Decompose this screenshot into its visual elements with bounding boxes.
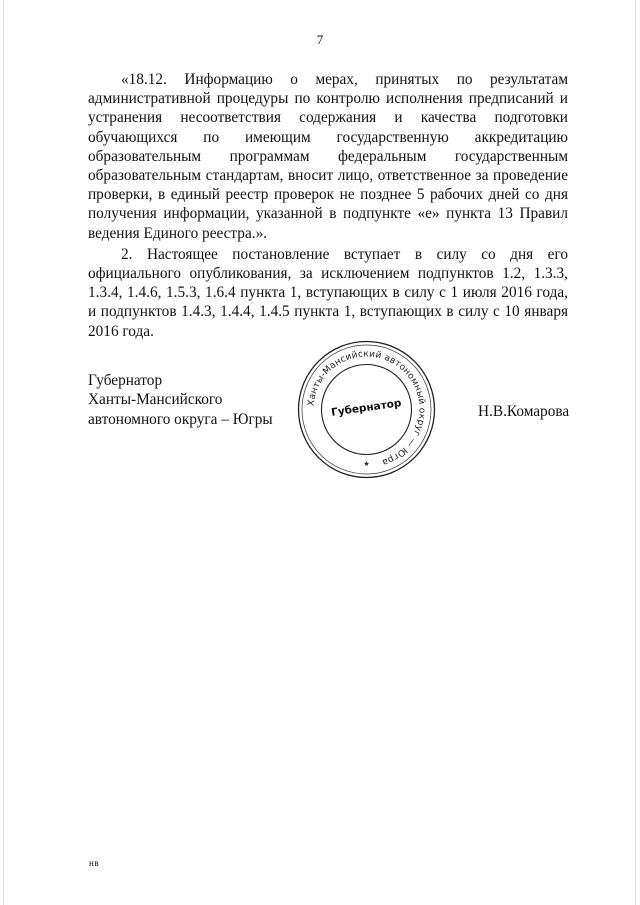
seal-center-text: Губернатор: [330, 397, 403, 419]
footer-code: нв: [89, 858, 100, 868]
document-body: [88, 70, 568, 341]
seal-star-icon: ★: [363, 460, 370, 468]
paragraph-18-12: «18.12. Информацию о мерах, принятых по результатам административной процедуры по контролю исполнения предписаний и устранения несоответствия содержания и качества подготовки обучающихся по имеющим государственную аккредитацию образовательным программам федеральным государственным образовательным стандартам, вносит лицо, ответственное за проведение проверки, в единый реестр проверок не позднее 5 рабочих дней со дня получения информации, указанной в подпункте «е» пункта 13 Правил ведения Единого реестра.».: [88, 71, 568, 242]
signatory-title-line: Ханты-Мансийского: [88, 391, 223, 409]
signatory-title-line: Губернатор: [88, 372, 163, 389]
scan-left-edge: [3, 0, 4, 905]
signer-name: Н.В.Комарова: [478, 403, 570, 420]
governor-seal: [296, 339, 437, 480]
paragraph-effective-date: 2. Настоящее постановление вступает в силу со дня его официального опубликования, за исключением подпунктов 1.2, 1.3.3, 1.3.4, 1.4.6, 1.5.3, 1.6.4 пункта 1, вступающих в силу с 1 июля 2016 года, и подпунктов 1.4.3, 1.4.4, 1.4.5 пункта 1, вступающих в силу с 10 января 2016 года.: [88, 245, 568, 340]
page-number: 7: [316, 32, 324, 47]
scan-right-edge: [635, 0, 636, 905]
seal-ring-textpath: Ханты-Мансийский автономный округ — Югра: [306, 349, 427, 467]
signatory-title: [88, 371, 273, 429]
signatory-title-line: автономного округа – Югры: [88, 410, 273, 428]
